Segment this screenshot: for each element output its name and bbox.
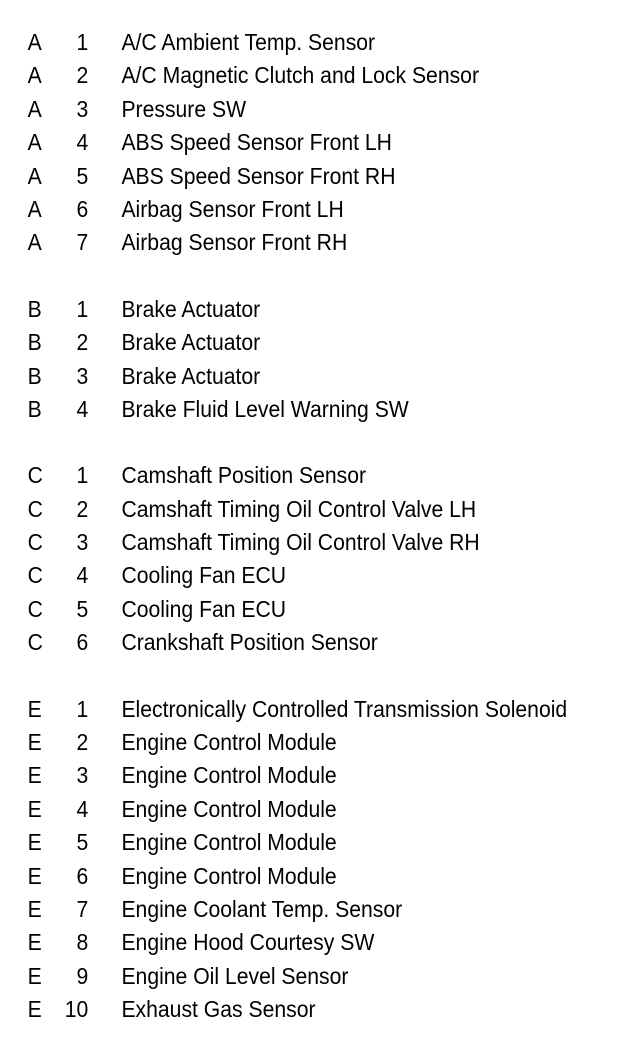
connector-letter: A bbox=[27, 29, 42, 55]
connector-number: 4 bbox=[76, 795, 89, 822]
connector-description: Camshaft Timing Oil Control Valve LH bbox=[121, 495, 477, 522]
connector-number: 4 bbox=[76, 395, 89, 422]
connector-letter: A bbox=[27, 195, 42, 222]
connector-description: A/C Magnetic Clutch and Lock Sensor bbox=[121, 62, 480, 89]
list-item bbox=[0, 826, 589, 859]
connector-description: Engine Coolant Temp. Sensor bbox=[121, 895, 403, 922]
connector-description: Crankshaft Position Sensor bbox=[121, 629, 378, 656]
list-item bbox=[0, 993, 589, 1026]
connector-letter: E bbox=[27, 895, 42, 922]
connector-group-b bbox=[0, 293, 640, 427]
list-item bbox=[0, 493, 589, 526]
connector-description: Pressure SW bbox=[121, 95, 247, 122]
list-item bbox=[0, 559, 589, 592]
connector-letter: A bbox=[27, 229, 42, 256]
connector-description: Airbag Sensor Front LH bbox=[121, 195, 344, 222]
connector-description: ABS Speed Sensor Front RH bbox=[121, 162, 396, 189]
list-item bbox=[0, 526, 589, 559]
connector-letter: E bbox=[27, 962, 42, 989]
list-item bbox=[0, 593, 589, 626]
list-item bbox=[0, 293, 589, 326]
connector-description: Camshaft Position Sensor bbox=[121, 462, 367, 489]
list-item bbox=[0, 693, 589, 726]
connector-number: 3 bbox=[76, 762, 89, 789]
list-item bbox=[0, 893, 589, 926]
connector-letter: E bbox=[27, 929, 42, 956]
connector-letter: E bbox=[27, 829, 42, 856]
connector-letter: B bbox=[27, 395, 42, 422]
connector-number: 7 bbox=[76, 895, 89, 922]
connector-number: 2 bbox=[76, 62, 89, 89]
connector-number: 5 bbox=[76, 595, 89, 622]
connector-group-c bbox=[0, 459, 640, 659]
connector-description: Brake Actuator bbox=[121, 295, 261, 322]
connector-description: Engine Hood Courtesy SW bbox=[121, 929, 375, 956]
connector-letter: B bbox=[27, 295, 42, 322]
connector-number: 2 bbox=[76, 329, 89, 356]
connector-number: 3 bbox=[76, 362, 89, 389]
connector-description: Brake Actuator bbox=[121, 329, 261, 356]
connector-group-a bbox=[0, 26, 640, 260]
connector-number: 1 bbox=[76, 695, 89, 722]
connector-number: 7 bbox=[76, 229, 89, 256]
connector-letter: E bbox=[27, 862, 42, 889]
connector-description: Engine Control Module bbox=[121, 762, 337, 789]
connector-number: 4 bbox=[76, 129, 89, 156]
connector-description: Engine Control Module bbox=[121, 829, 337, 856]
connector-description: Brake Fluid Level Warning SW bbox=[121, 395, 409, 422]
connector-number: 4 bbox=[76, 562, 89, 589]
connector-number: 3 bbox=[76, 95, 89, 122]
connector-number: 1 bbox=[76, 295, 89, 322]
connector-letter: C bbox=[27, 595, 43, 622]
connector-number: 9 bbox=[76, 962, 89, 989]
connector-number: 1 bbox=[76, 29, 89, 55]
connector-letter: B bbox=[27, 362, 42, 389]
connector-description: Exhaust Gas Sensor bbox=[121, 996, 316, 1023]
list-item bbox=[0, 59, 589, 92]
connector-letter: C bbox=[27, 462, 43, 489]
connector-number: 3 bbox=[76, 529, 89, 556]
connector-letter: E bbox=[27, 996, 42, 1023]
list-item bbox=[0, 759, 589, 792]
connector-number: 6 bbox=[76, 862, 89, 889]
connector-description: Engine Control Module bbox=[121, 795, 337, 822]
list-item bbox=[0, 126, 589, 159]
list-item bbox=[0, 926, 589, 959]
list-item bbox=[0, 459, 589, 492]
list-item bbox=[0, 193, 589, 226]
connector-description: Airbag Sensor Front RH bbox=[121, 229, 348, 256]
list-item bbox=[0, 226, 589, 259]
connector-letter: A bbox=[27, 129, 42, 156]
connector-letter: B bbox=[27, 329, 42, 356]
connector-description: Engine Control Module bbox=[121, 729, 337, 756]
connector-description: A/C Ambient Temp. Sensor bbox=[121, 29, 376, 55]
connector-letter: E bbox=[27, 795, 42, 822]
connector-letter: A bbox=[27, 62, 42, 89]
connector-group-e bbox=[0, 693, 640, 1027]
connector-number: 5 bbox=[76, 162, 89, 189]
connector-letter: A bbox=[27, 162, 42, 189]
connector-letter: C bbox=[27, 529, 43, 556]
list-item bbox=[0, 793, 589, 826]
connector-number: 5 bbox=[76, 829, 89, 856]
connector-number: 2 bbox=[76, 495, 89, 522]
connector-letter: C bbox=[27, 562, 43, 589]
list-item bbox=[0, 93, 589, 126]
list-item bbox=[0, 393, 589, 426]
connector-letter: E bbox=[27, 762, 42, 789]
connector-number: 1 bbox=[76, 462, 89, 489]
connector-number: 2 bbox=[76, 729, 89, 756]
connector-description: Camshaft Timing Oil Control Valve RH bbox=[121, 529, 480, 556]
connector-letter: C bbox=[27, 629, 43, 656]
connector-description: Brake Actuator bbox=[121, 362, 261, 389]
connector-number: 8 bbox=[76, 929, 89, 956]
connector-description: ABS Speed Sensor Front LH bbox=[121, 129, 392, 156]
connector-number: 6 bbox=[76, 629, 89, 656]
connector-number: 10 bbox=[64, 996, 89, 1023]
connector-description: Cooling Fan ECU bbox=[121, 595, 287, 622]
connector-description: Cooling Fan ECU bbox=[121, 562, 287, 589]
connector-description: Engine Oil Level Sensor bbox=[121, 962, 349, 989]
list-item bbox=[0, 960, 589, 993]
list-item bbox=[0, 360, 589, 393]
connector-letter: E bbox=[27, 695, 42, 722]
connector-letter: E bbox=[27, 729, 42, 756]
list-item bbox=[0, 326, 589, 359]
connector-description: Engine Control Module bbox=[121, 862, 337, 889]
list-item bbox=[0, 160, 589, 193]
connector-description: Electronically Controlled Transmission Solenoid bbox=[121, 695, 568, 722]
connector-letter: A bbox=[27, 95, 42, 122]
connector-letter: C bbox=[27, 495, 43, 522]
connector-number: 6 bbox=[76, 195, 89, 222]
list-item bbox=[0, 26, 589, 59]
list-item bbox=[0, 726, 589, 759]
list-item bbox=[0, 626, 589, 659]
list-item bbox=[0, 860, 589, 893]
